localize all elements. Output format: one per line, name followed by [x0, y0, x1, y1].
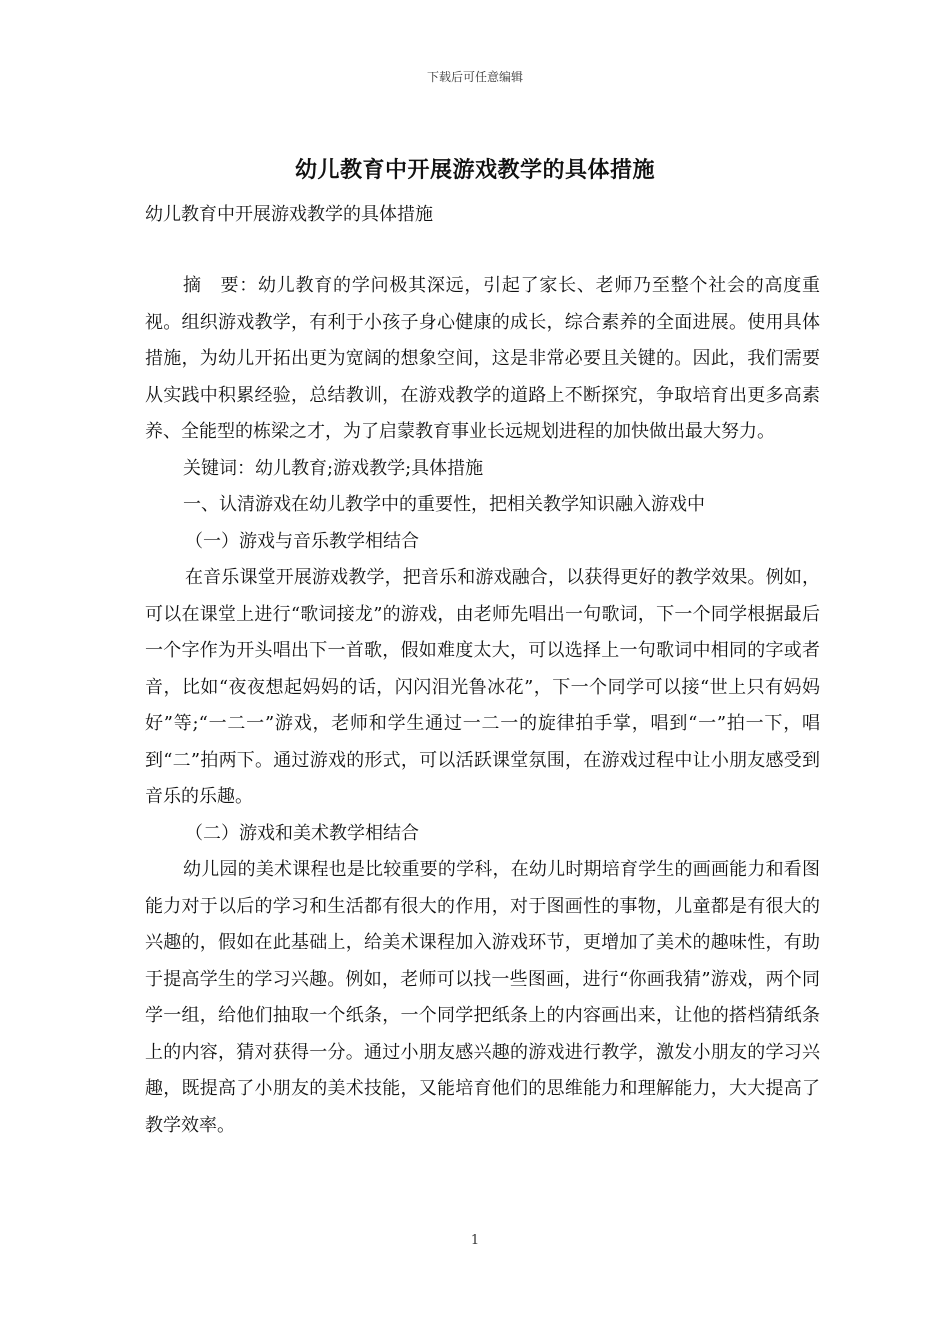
music-paragraph: 在音乐课堂开展游戏教学，把音乐和游戏融合，以获得更好的教学效果。例如，可以在课堂上进行“歌词接龙”的游戏，由老师先唱出一句歌词，下一个同学根据最后一个字作为开头唱出下一首歌，假如难度太大，可以选择上一句歌词中相同的字或者音，比如“夜夜想起妈妈的话，闪闪泪光鲁冰花”，下一个同学可以接“世上只有妈妈好”等;“一二一”游戏，老师和学生通过一二一的旋律拍手掌，唱到“一”拍一下，唱到“二”拍两下。通过游戏的形式，可以活跃课堂氛围，在游戏过程中让小朋友感受到音乐的乐趣。	[145, 567, 820, 807]
subsection-heading-2: （二）游戏和美术教学相结合	[185, 822, 419, 844]
keywords-line: 关键词：幼儿教育;游戏教学;具体措施	[183, 457, 484, 479]
header-note: 下载后可任意编辑	[426, 70, 523, 84]
subsection-heading-1: （一）游戏与音乐教学相结合	[185, 530, 419, 552]
section-heading-1: 一、认清游戏在幼儿教学中的重要性，把相关教学知识融入游戏中	[183, 494, 705, 515]
page-number: 1	[470, 1233, 480, 1248]
document-title: 幼儿教育中开展游戏教学的具体措施	[294, 157, 655, 183]
document-body	[145, 268, 820, 1144]
abstract-paragraph: 摘 要：幼儿教育的学问极其深远，引起了家长、老师乃至整个社会的高度重视。组织游戏教学，有利于小孩子身心健康的成长，综合素养的全面进展。使用具体措施，为幼儿开拓出更为宽阔的想象空间，这是非常必要且关键的。因此，我们需要从实践中积累经验，总结教训，在游戏教学的道路上不断探究，争取培育出更多高素养、全能型的栋梁之才，为了启蒙教育事业长远规划进程的加快做出最大努力。	[145, 275, 820, 442]
art-paragraph: 幼儿园的美术课程也是比较重要的学科，在幼儿时期培育学生的画画能力和看图能力对于以后的学习和生活都有很大的作用，对于图画性的事物，儿童都是有很大的兴趣的，假如在此基础上，给美术课程加入游戏环节，更增加了美术的趣味性，有助于提高学生的学习兴趣。例如，老师可以找一些图画，进行“你画我猜”游戏，两个同学一组，给他们抽取一个纸条，一个同学把纸条上的内容画出来，让他的搭档猜纸条上的内容，猜对获得一分。通过小朋友感兴趣的游戏进行教学，激发小朋友的学习兴趣，既提高了小朋友的美术技能，又能培育他们的思维能力和理解能力，大大提高了教学效率。	[145, 859, 820, 1136]
document-subtitle: 幼儿教育中开展游戏教学的具体措施	[145, 204, 433, 225]
